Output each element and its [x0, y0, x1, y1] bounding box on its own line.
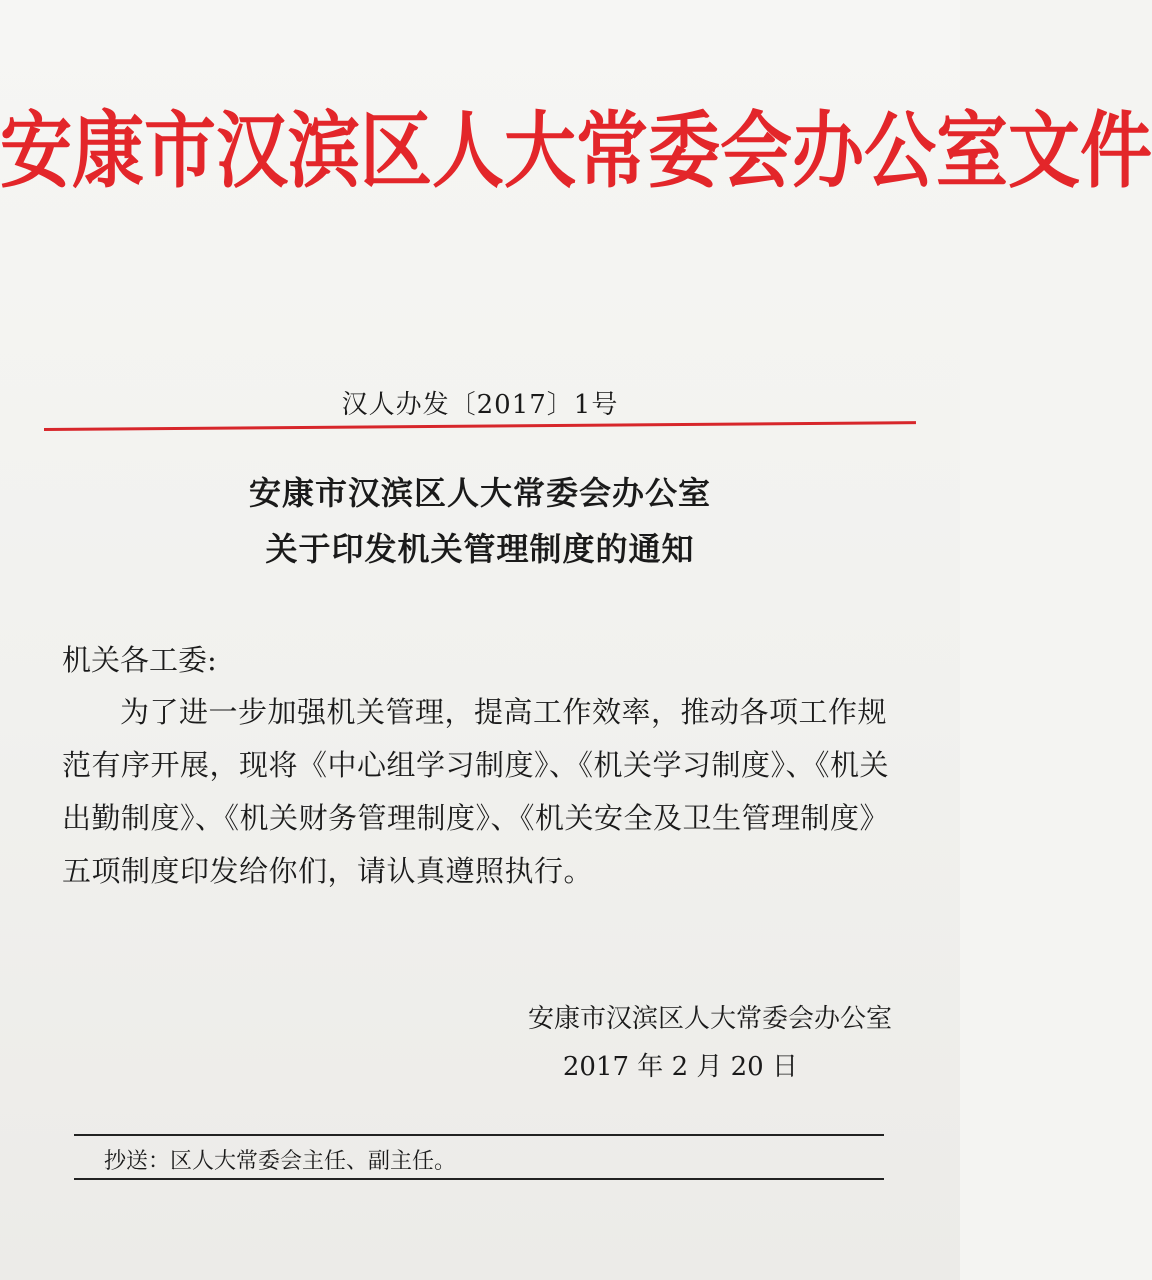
- body-paragraph: 为了进一步加强机关管理，提高工作效率，推动各项工作规范有序开展，现将《中心组学习制度》、《机关学习制度》、《机关出勤制度》、《机关财务管理制度》、《机关安全及卫生管理制度》五项制度印发给你们，请认真遵照执行。: [62, 695, 890, 888]
- salutation: 机关各工委:: [62, 643, 217, 677]
- signature-issuer: 安康市汉滨区人大常委会办公室: [527, 1004, 892, 1034]
- cc-top-rule: [74, 1134, 884, 1136]
- notice-title-line-1: 安康市汉滨区人大常委会办公室: [248, 474, 711, 512]
- cc-bottom-rule: [74, 1178, 884, 1180]
- issuer-header-title: 安康市汉滨区人大常委会办公室文件: [0, 102, 1152, 199]
- red-separator-line: [44, 421, 916, 431]
- document-number: 汉人办发〔2017〕1号: [341, 390, 619, 420]
- notice-title-line-2: 关于印发机关管理制度的通知: [265, 530, 695, 568]
- signature-date: 2017 年 2 月 20 日: [562, 1052, 798, 1082]
- cc-recipients: 抄送：区人大常委会主任、副主任。: [104, 1149, 457, 1174]
